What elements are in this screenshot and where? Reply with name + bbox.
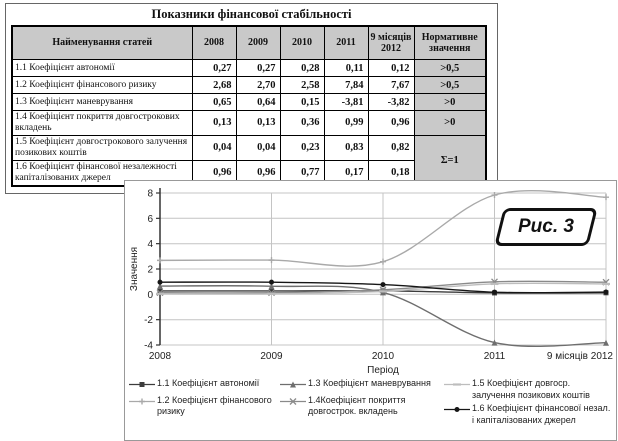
cell-value: 0,17 <box>324 160 368 185</box>
chart-legend <box>129 378 613 429</box>
legend-label: 1.3 Коефіцієнт маневрування <box>308 378 431 388</box>
cell-value: 0,82 <box>368 135 414 160</box>
svg-text:9 місяців 2012: 9 місяців 2012 <box>546 351 613 362</box>
svg-text:8: 8 <box>147 188 153 200</box>
svg-text:Значення: Значення <box>129 246 140 292</box>
legend-marker-1-4-icon <box>280 395 308 410</box>
svg-text:Період: Період <box>367 365 399 376</box>
cell-value: 0,27 <box>192 60 236 77</box>
svg-text:2010: 2010 <box>371 351 395 362</box>
legend-marker-1-3-icon <box>280 378 308 393</box>
row-name: 1.2 Коефіцієнт фінансового ризику <box>12 77 192 94</box>
cell-value: 0,96 <box>236 160 280 185</box>
table-row <box>12 60 486 77</box>
col-header-2010: 2010 <box>280 26 324 60</box>
legend-column <box>444 378 612 429</box>
cell-norm: >0,5 <box>414 60 486 77</box>
legend-column <box>280 378 443 429</box>
cell-value: 0,96 <box>192 160 236 185</box>
cell-norm: >0,5 <box>414 77 486 94</box>
cell-value: 0,12 <box>368 60 414 77</box>
cell-value: 0,99 <box>324 111 368 136</box>
table-row <box>12 77 486 94</box>
cell-value: 0,83 <box>324 135 368 160</box>
legend-label: 1.5 Коефіцієнт довгоср. залучення позикових коштів <box>472 378 590 400</box>
legend-marker-1-1-icon <box>129 378 157 393</box>
row-name: 1.1 Коефіцієнт автономії <box>12 60 192 77</box>
legend-item <box>129 395 279 418</box>
cell-value: 2,68 <box>192 77 236 94</box>
legend-marker-1-6-icon <box>444 403 472 418</box>
row-name: 1.4 Коефіцієнт покриття довгострокових вкладень <box>12 111 192 136</box>
svg-text:0: 0 <box>147 289 153 301</box>
svg-text:2008: 2008 <box>148 351 172 362</box>
svg-text:-4: -4 <box>144 340 153 352</box>
legend-label: 1.4Коефіцієнт покриття довгострок. вкладень <box>308 394 406 417</box>
legend-column <box>129 378 279 429</box>
cell-value: 0,96 <box>368 111 414 136</box>
cell-value: 2,70 <box>236 77 280 94</box>
table-row <box>12 94 486 111</box>
legend-item <box>444 403 612 426</box>
cell-value: 0,11 <box>324 60 368 77</box>
cell-value: 0,64 <box>236 94 280 111</box>
col-header-name: Найменування статей <box>12 26 192 60</box>
col-header-2011: 2011 <box>324 26 368 60</box>
legend-label: 1.6 Коефіцієнт фінансової незал. і капіталізованих джерел <box>472 403 611 426</box>
cell-value: 0,23 <box>280 135 324 160</box>
legend-item <box>280 395 443 418</box>
cell-value: -3,82 <box>368 94 414 111</box>
legend-item <box>444 378 612 401</box>
legend-item <box>280 378 443 393</box>
table-title: Показники фінансової стабільності <box>151 7 352 21</box>
legend-marker-1-2-icon <box>129 395 157 410</box>
chart-panel <box>124 180 617 441</box>
cell-value: 0,77 <box>280 160 324 185</box>
table-row <box>12 135 486 160</box>
cell-value: 0,04 <box>192 135 236 160</box>
col-header-9m2012: 9 місяців 2012 <box>368 26 414 60</box>
table-header-row <box>12 26 486 60</box>
svg-text:-2: -2 <box>144 315 153 327</box>
svg-text:2011: 2011 <box>483 351 506 362</box>
col-header-norm: Нормативне значення <box>414 26 486 60</box>
cell-norm-merged: Σ=1 <box>414 135 486 185</box>
cell-value: 0,27 <box>236 60 280 77</box>
col-header-2009: 2009 <box>236 26 280 60</box>
svg-text:4: 4 <box>147 239 153 251</box>
cell-value: 2,58 <box>280 77 324 94</box>
svg-text:2: 2 <box>147 264 153 276</box>
svg-text:2009: 2009 <box>260 351 283 362</box>
financial-stability-table-panel <box>5 3 498 194</box>
cell-value: 0,13 <box>192 111 236 136</box>
cell-value: 0,65 <box>192 94 236 111</box>
row-name: 1.3 Коефіцієнт маневрування <box>12 94 192 111</box>
figure-label-badge <box>494 208 597 246</box>
cell-value: 0,13 <box>236 111 280 136</box>
figure-label: Рис. 3 <box>518 216 574 237</box>
cell-value: 7,84 <box>324 77 368 94</box>
table-row <box>12 111 486 136</box>
cell-norm: >0 <box>414 94 486 111</box>
svg-text:6: 6 <box>147 213 153 225</box>
cell-value: 0,28 <box>280 60 324 77</box>
row-name: 1.6 Коефіцієнт фінансової незалежності капіталізованих джерел <box>12 160 192 185</box>
cell-value: 0,18 <box>368 160 414 185</box>
cell-value: 0,36 <box>280 111 324 136</box>
legend-label: 1.1 Коефіцієнт автономії <box>157 378 260 388</box>
financial-stability-table <box>11 25 487 187</box>
cell-value: -3,81 <box>324 94 368 111</box>
legend-label: 1.2 Коефіцієнт фінансового ризику <box>157 394 272 417</box>
cell-norm: >0 <box>414 111 486 136</box>
legend-marker-1-5-icon <box>444 378 472 393</box>
row-name: 1.5 Коефіцієнт довгострокового залучення позикових коштів <box>12 135 192 160</box>
cell-value: 0,15 <box>280 94 324 111</box>
legend-item <box>129 378 279 393</box>
col-header-2008: 2008 <box>192 26 236 60</box>
cell-value: 7,67 <box>368 77 414 94</box>
cell-value: 0,04 <box>236 135 280 160</box>
